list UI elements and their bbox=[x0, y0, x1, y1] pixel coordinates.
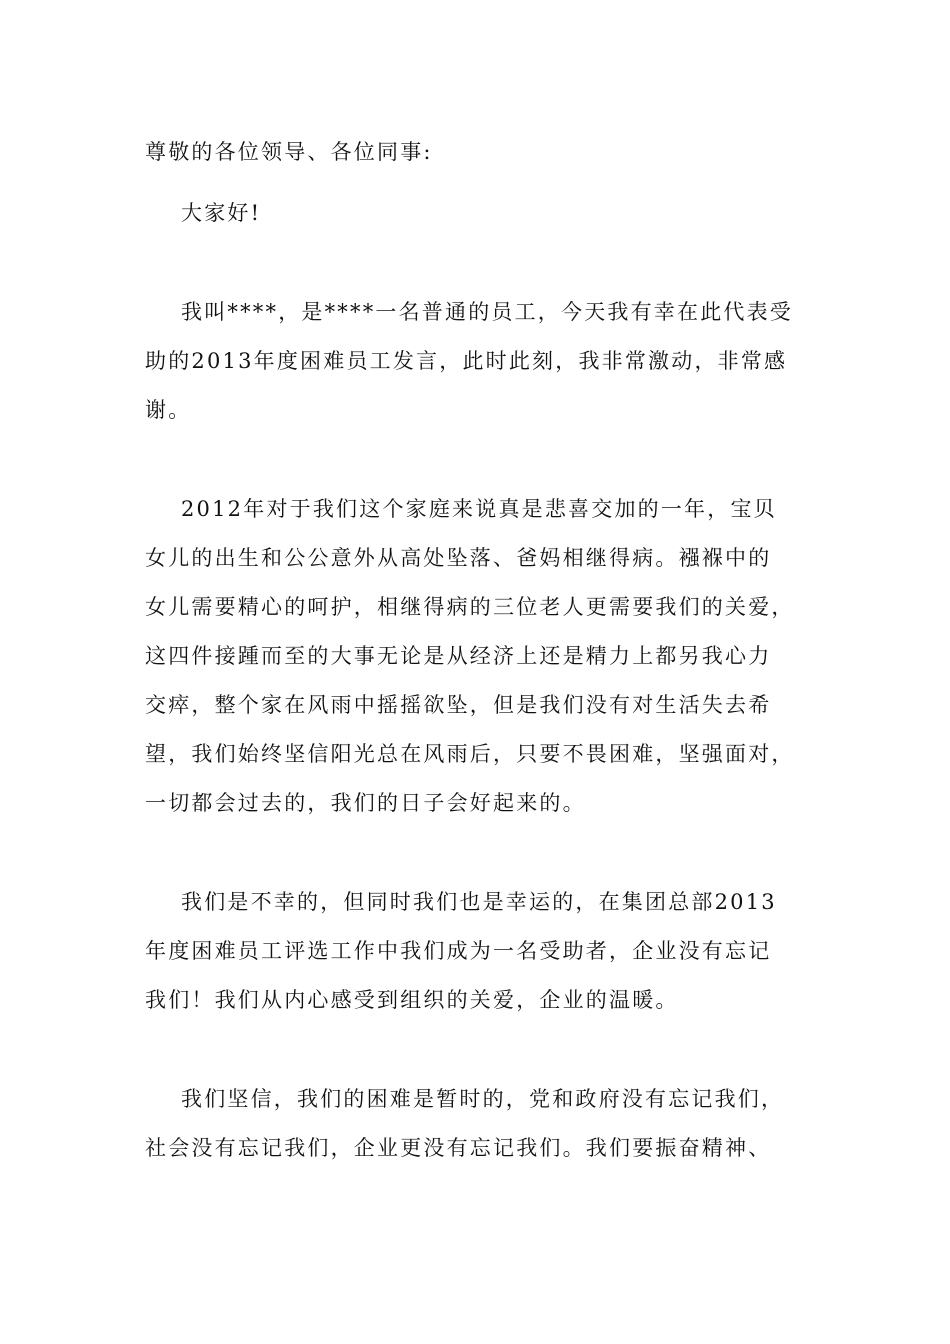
text-line: 年度困难员工评选工作中我们成为一名受助者，企业没有忘记 bbox=[145, 939, 772, 963]
spacer bbox=[145, 177, 825, 189]
text-line: 2012年对于我们这个家庭来说真是悲喜交加的一年，宝贝 bbox=[181, 497, 777, 521]
document-page bbox=[145, 128, 825, 1173]
text-line: 望，我们始终坚信阳光总在风雨后，只要不畏困难，坚强面对， bbox=[145, 742, 795, 766]
text-line: 女儿的出生和公公意外从高处坠落、爸妈相继得病。襁褓中的 bbox=[145, 546, 772, 570]
paragraph-2 bbox=[145, 485, 825, 828]
text-line: 我们坚信，我们的困难是暂时的，党和政府没有忘记我们， bbox=[181, 1087, 785, 1111]
text-line: 一切都会过去的，我们的日子会好起来的。 bbox=[145, 791, 586, 815]
text-line: 这四件接踵而至的大事无论是从经济上还是精力上都另我心力 bbox=[145, 644, 772, 668]
text-line: 我叫****，是****一名普通的员工，今天我有幸在此代表受 bbox=[181, 300, 793, 324]
paragraph-1 bbox=[145, 288, 825, 435]
spacer bbox=[145, 828, 825, 878]
text-line: 女儿需要精心的呵护，相继得病的三位老人更需要我们的关爱， bbox=[145, 595, 795, 619]
text-line: 我们是不幸的，但同时我们也是幸运的，在集团总部2013 bbox=[181, 890, 777, 914]
text-line: 谢。 bbox=[145, 398, 192, 422]
spacer bbox=[145, 1025, 825, 1075]
text-line: 交瘁，整个家在风雨中摇摇欲坠，但是我们没有对生活失去希 bbox=[145, 693, 772, 717]
paragraph-4 bbox=[145, 1075, 825, 1173]
text-line: 我们！我们从内心感受到组织的关爱，企业的温暖。 bbox=[145, 988, 679, 1012]
paragraph-3 bbox=[145, 878, 825, 1025]
greeting: 大家好! bbox=[181, 201, 262, 225]
spacer bbox=[145, 435, 825, 485]
text-line: 社会没有忘记我们，企业更没有忘记我们。我们要振奋精神、 bbox=[145, 1136, 772, 1160]
spacer bbox=[145, 238, 825, 288]
salutation: 尊敬的各位领导、各位同事: bbox=[145, 140, 433, 164]
text-line: 助的2013年度困难员工发言，此时此刻，我非常激动，非常感 bbox=[145, 349, 788, 373]
